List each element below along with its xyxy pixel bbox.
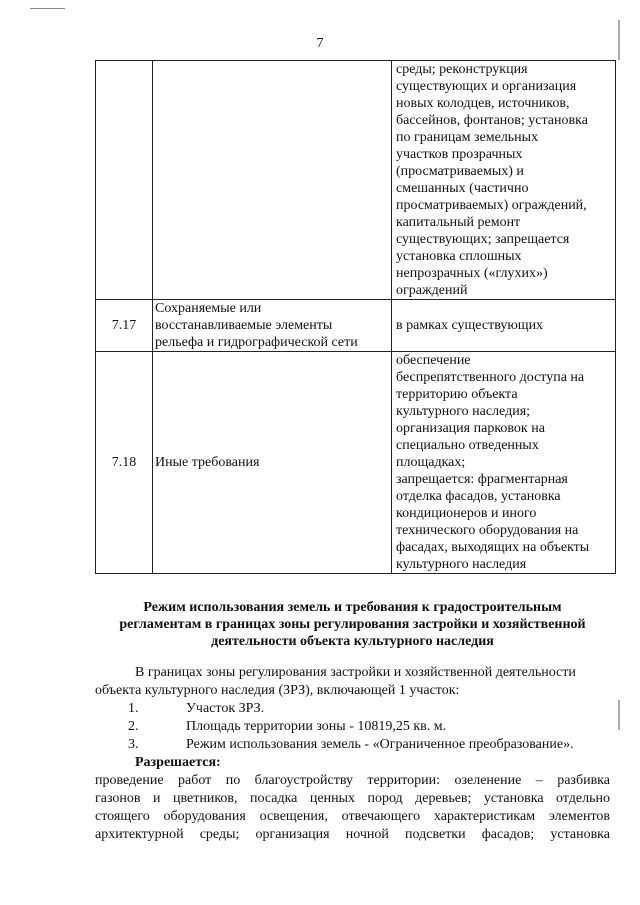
- list-item-text: Режим использования земель - «Ограниченное преобразование».: [186, 737, 574, 752]
- row-value-line: (просматриваемых) и: [396, 164, 524, 179]
- row-value-line: обеспечение: [396, 353, 471, 368]
- section-title: [95, 599, 610, 650]
- row-value: [392, 300, 616, 352]
- row-value-line: установка сплошных: [396, 249, 522, 264]
- list-item: [95, 718, 610, 736]
- row-value: [392, 61, 616, 300]
- list-item-number: 3.: [128, 737, 139, 752]
- table-row: [96, 300, 616, 352]
- row-name-line: восстанавливаемые элементы: [155, 318, 333, 333]
- row-value-line: смешанных (частично: [396, 181, 529, 196]
- table-row: [96, 352, 616, 574]
- list-item-text: Участок ЗРЗ.: [186, 701, 265, 716]
- requirements-table: [95, 60, 616, 574]
- row-value-line: участков прозрачных: [396, 147, 523, 162]
- list-item-text: Площадь территории зоны - 10819,25 кв. м.: [186, 719, 447, 734]
- row-value-line: отделка фасадов, установка: [396, 489, 561, 504]
- list-item-number: 1.: [128, 701, 139, 716]
- row-name: [153, 300, 392, 352]
- allowed-paragraph-line: газонов и цветников, посадка ценных пород деревьев; установка отдельно: [95, 791, 610, 806]
- row-number: [96, 61, 153, 300]
- row-value-line: среды; реконструкция: [396, 62, 528, 77]
- row-value-line: культурного наследия;: [396, 404, 531, 419]
- row-value-line: культурного наследия: [396, 557, 527, 572]
- section-title-line: регламентам в границах зоны регулирования застройки и хозяйственной: [119, 617, 586, 632]
- row-value-line: специально отведенных: [396, 438, 539, 453]
- row-value-line: в рамках существующих: [396, 318, 544, 333]
- row-value-line: технического оборудования на: [396, 523, 579, 538]
- row-value-line: запрещается: фрагментарная: [396, 472, 568, 487]
- allowed-paragraph-line: проведение работ по благоустройству территории: озеленение – разбивка: [95, 773, 610, 788]
- intro-paragraph-line: В границах зоны регулирования застройки и хозяйственной деятельности: [135, 665, 576, 680]
- row-name-line: Иные требования: [155, 455, 260, 470]
- row-value-line: бассейнов, фонтанов; установка: [396, 113, 588, 128]
- allowed-label: Разрешается:: [135, 755, 221, 770]
- body-text: [95, 664, 610, 844]
- row-value-line: новых колодцев, источников,: [396, 96, 570, 111]
- row-number: 7.17: [96, 300, 153, 352]
- row-value-line: территорию объекта: [396, 387, 518, 402]
- row-name: [153, 61, 392, 300]
- row-value-line: непрозрачных («глухих»): [396, 266, 548, 281]
- row-value-line: по границам земельных: [396, 130, 539, 145]
- row-number: 7.18: [96, 352, 153, 574]
- row-value-line: фасадах, выходящих на объекты: [396, 540, 590, 555]
- allowed-paragraph-line: архитектурной среды; организация ночной подсветки фасадов; установка: [95, 827, 610, 842]
- allowed-paragraph-line: стоящего оборудования освещения, отвечающего характеристикам элементов: [95, 809, 610, 824]
- row-value-line: просматриваемых) ограждений,: [396, 198, 587, 213]
- list-item-number: 2.: [128, 719, 139, 734]
- row-name-line: Сохраняемые или: [155, 301, 262, 316]
- scan-artifact-line: [30, 8, 65, 9]
- row-value: [392, 352, 616, 574]
- row-value-line: беспрепятственного доступа на: [396, 370, 585, 385]
- section-title-line: деятельности объекта культурного наследия: [211, 634, 494, 649]
- row-value-line: существующих и организация: [396, 79, 577, 94]
- scan-edge-mark: [618, 700, 620, 730]
- row-value-line: кондиционеров и иного: [396, 506, 537, 521]
- row-name-line: рельефа и гидрографической сети: [155, 335, 358, 350]
- row-name: [153, 352, 392, 574]
- row-value-line: площадках;: [396, 455, 466, 470]
- table-row: [96, 61, 616, 300]
- row-value-line: капитальный ремонт: [396, 215, 521, 230]
- list-item: [95, 736, 610, 754]
- section-title-line: Режим использования земель и требования к градостроительным: [143, 600, 562, 615]
- row-value-line: организация парковок на: [396, 421, 545, 436]
- intro-paragraph-line: объекта культурного наследия (ЗРЗ), включающей 1 участок:: [95, 683, 460, 698]
- list-item: [95, 700, 610, 718]
- row-value-line: существующих; запрещается: [396, 232, 570, 247]
- row-value-line: ограждений: [396, 283, 468, 298]
- page-number: 7: [316, 36, 324, 51]
